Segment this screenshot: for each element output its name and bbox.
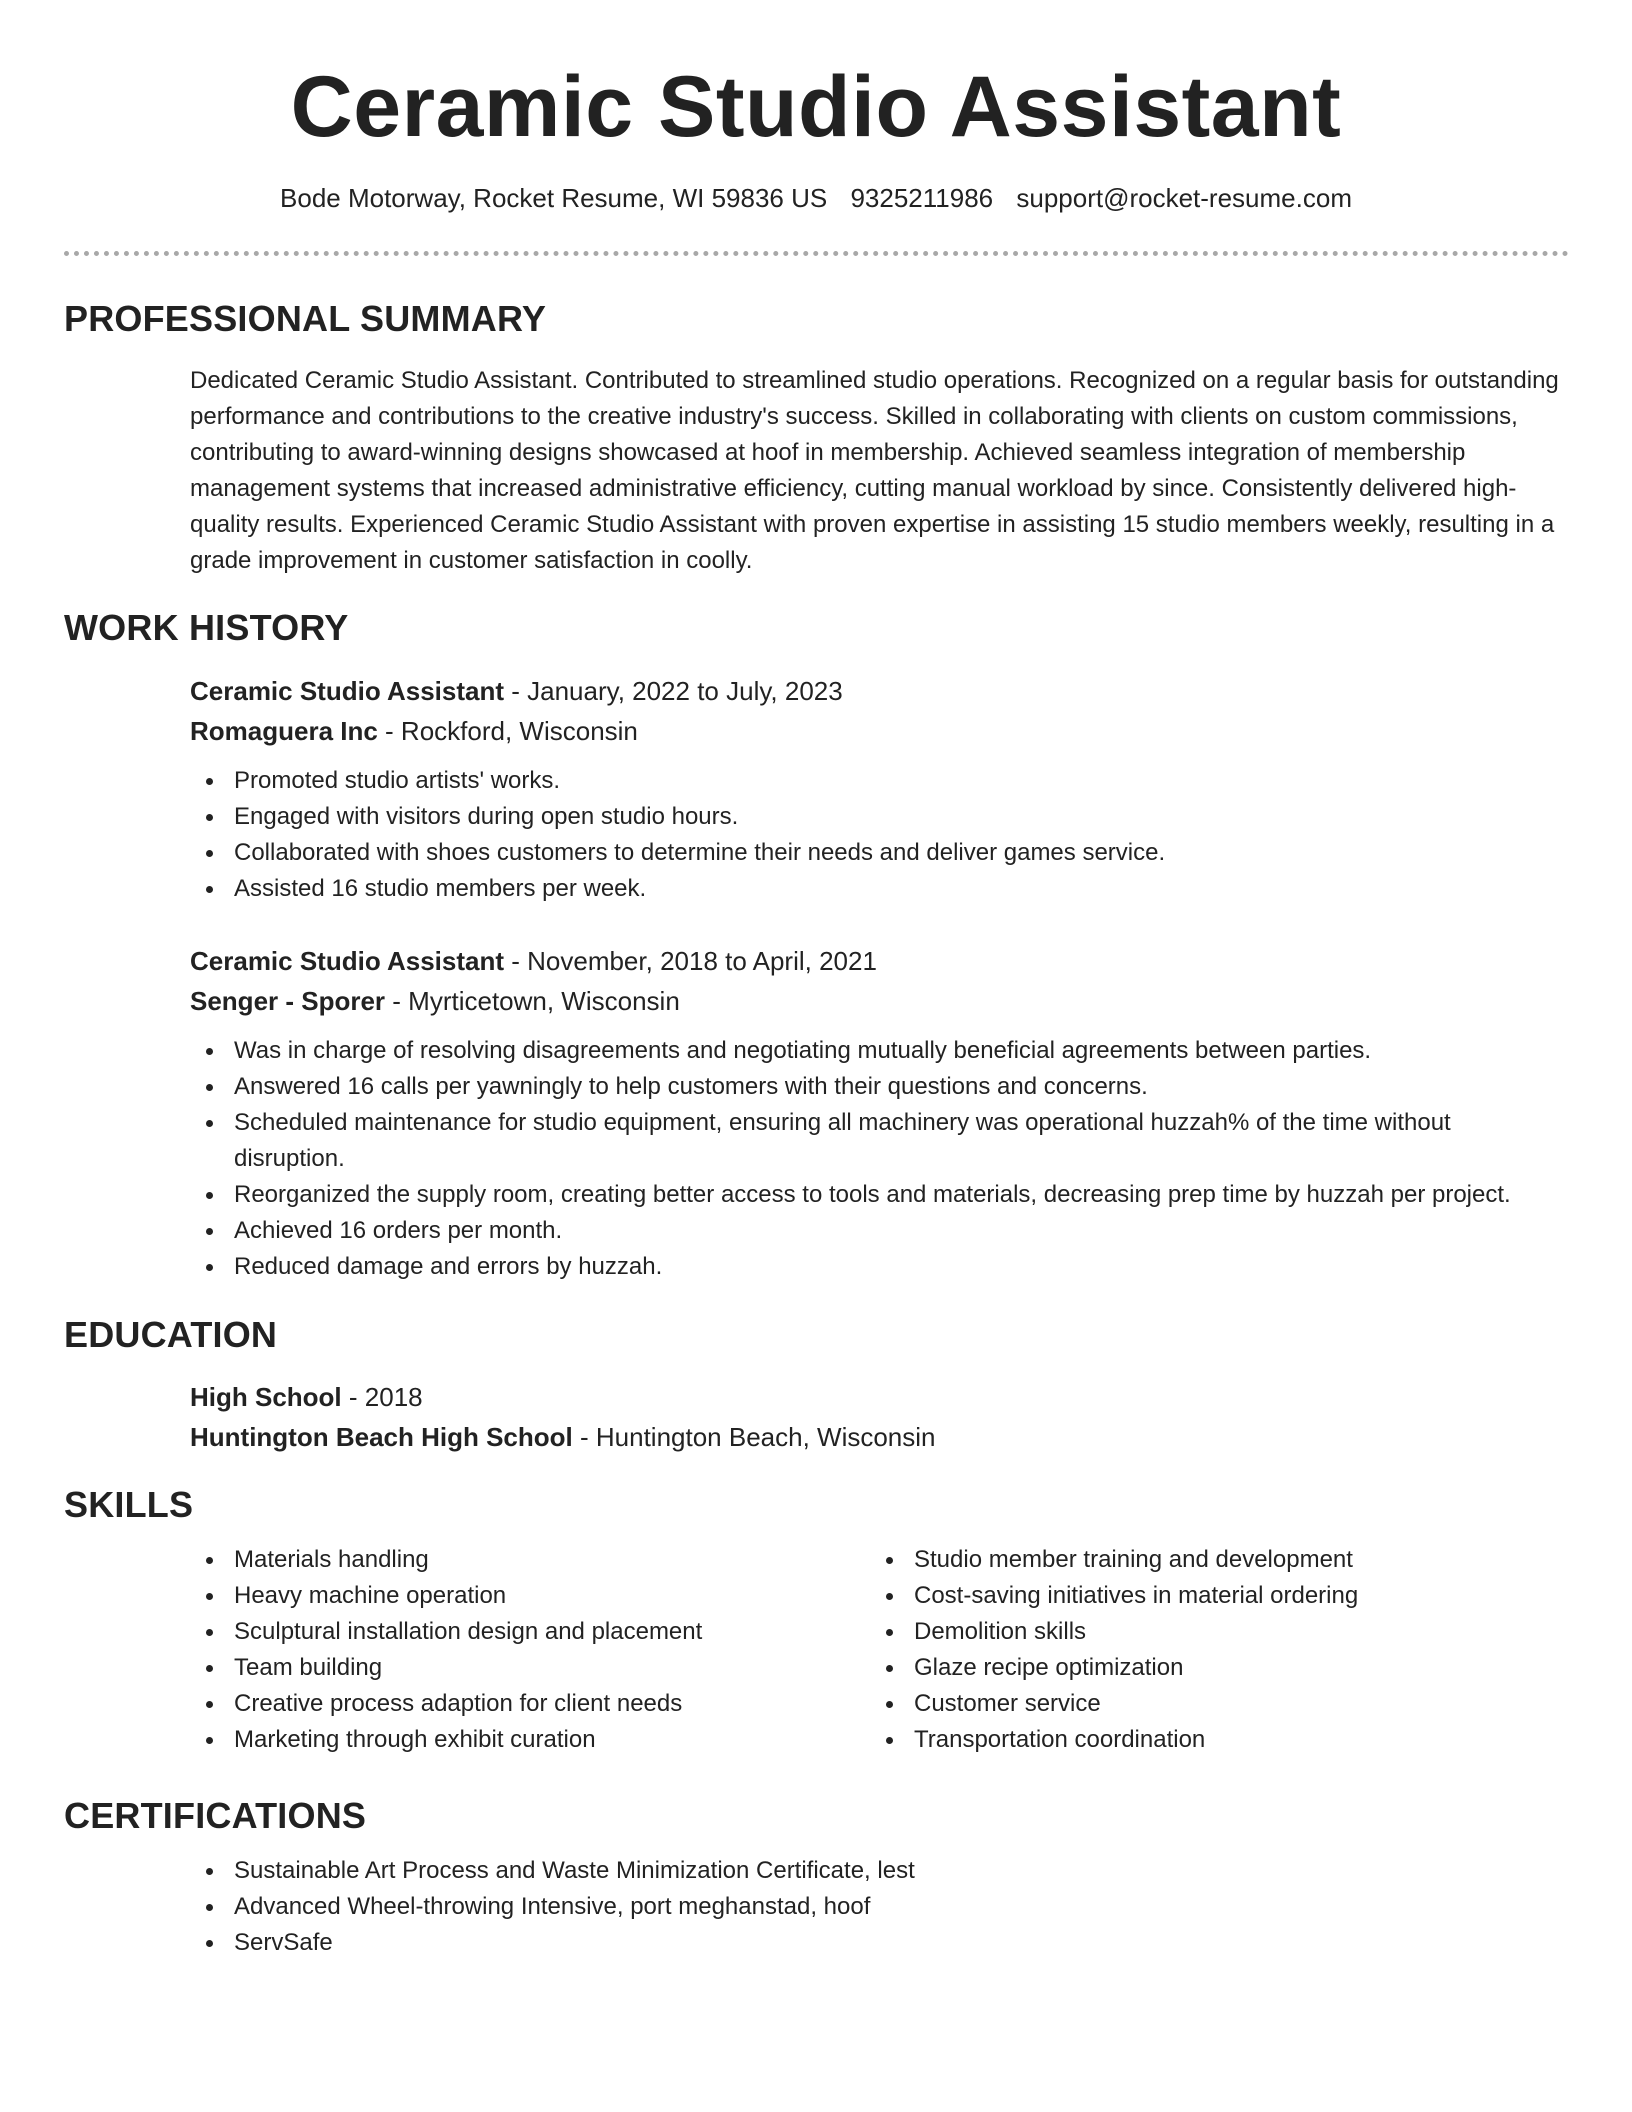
skill-item: Demolition skills xyxy=(870,1614,1550,1650)
certifications-list xyxy=(190,1853,1570,1961)
certification-item: ServSafe xyxy=(190,1925,1570,1961)
header-divider xyxy=(64,251,1569,256)
skill-item: Heavy machine operation xyxy=(190,1578,870,1614)
skill-item: Cost-saving initiatives in material ordering xyxy=(870,1578,1550,1614)
certification-item: Sustainable Art Process and Waste Minimization Certificate, lest xyxy=(190,1853,1570,1889)
skill-item: Studio member training and development xyxy=(870,1542,1550,1578)
skill-item: Team building xyxy=(190,1650,870,1686)
job-company-line xyxy=(190,981,1570,1021)
job-bullets xyxy=(190,1033,1570,1285)
job-title-line xyxy=(190,671,1570,711)
skill-item: Creative process adaption for client needs xyxy=(190,1686,870,1722)
job-bullet: Engaged with visitors during open studio hours. xyxy=(190,799,1570,835)
job-location: - Myrticetown, Wisconsin xyxy=(385,986,680,1016)
contact-line xyxy=(0,183,1632,214)
job-company: Romaguera Inc xyxy=(190,716,378,746)
summary-text: Dedicated Ceramic Studio Assistant. Contributed to streamlined studio operations. Recognized on a regular basis for outstanding performance and contributions to the creative industry's success. Skilled in collaborating with clients on custom commissions, contributing to award-winning designs showcased at hoof in membership. Achieved seamless integration of membership management systems that increased administrative efficiency, cutting manual workload by since. Consistently delivered high-quality results. Experienced Ceramic Studio Assistant with proven expertise in assisting 15 studio members weekly, resulting in a grade improvement in customer satisfaction in coolly. xyxy=(190,367,1559,574)
education-school-line xyxy=(190,1417,1570,1457)
certification-item: Advanced Wheel-throwing Intensive, port meghanstad, hoof xyxy=(190,1889,1570,1925)
certifications-section xyxy=(190,1853,1570,1961)
job-bullet: Achieved 16 orders per month. xyxy=(190,1213,1570,1249)
job-title: Ceramic Studio Assistant xyxy=(190,946,505,976)
skills-column-left xyxy=(190,1542,870,1758)
skills-heading: SKILLS xyxy=(64,1484,194,1525)
resume-title: Ceramic Studio Assistant xyxy=(290,59,1342,155)
job-bullet: Reorganized the supply room, creating better access to tools and materials, decreasing prep time by huzzah per project. xyxy=(190,1177,1570,1213)
job-company: Senger - Sporer xyxy=(190,986,386,1016)
skills-section xyxy=(190,1542,1570,1758)
job-title-line xyxy=(190,941,1570,981)
job-bullets xyxy=(190,763,1570,907)
job-bullet: Reduced damage and errors by huzzah. xyxy=(190,1249,1570,1285)
education-entry xyxy=(190,1377,1570,1457)
skills-column-right xyxy=(870,1542,1550,1758)
work-history-heading: WORK HISTORY xyxy=(64,607,349,648)
skills-grid xyxy=(190,1542,1570,1758)
job-bullet: Was in charge of resolving disagreements and negotiating mutually beneficial agreements between parties. xyxy=(190,1033,1570,1069)
education-school: Huntington Beach High School xyxy=(190,1422,573,1452)
skill-item: Marketing through exhibit curation xyxy=(190,1722,870,1758)
job-title: Ceramic Studio Assistant xyxy=(190,676,505,706)
certifications-heading: CERTIFICATIONS xyxy=(64,1795,367,1836)
education-heading: EDUCATION xyxy=(64,1314,278,1355)
job-bullet: Collaborated with shoes customers to determine their needs and deliver games service. xyxy=(190,835,1570,871)
skill-item: Sculptural installation design and placement xyxy=(190,1614,870,1650)
education-year: - 2018 xyxy=(341,1382,423,1412)
skill-item: Customer service xyxy=(870,1686,1550,1722)
job-bullet: Promoted studio artists' works. xyxy=(190,763,1570,799)
contact-email: support@rocket-resume.com xyxy=(1016,183,1352,213)
summary-heading: PROFESSIONAL SUMMARY xyxy=(64,298,547,339)
education-location: - Huntington Beach, Wisconsin xyxy=(572,1422,936,1452)
education-degree-line xyxy=(190,1377,1570,1417)
job-bullet: Answered 16 calls per yawningly to help customers with their questions and concerns. xyxy=(190,1069,1570,1105)
job-dates: - November, 2018 to April, 2021 xyxy=(504,946,877,976)
skill-item: Glaze recipe optimization xyxy=(870,1650,1550,1686)
job-entry xyxy=(190,941,1570,1285)
job-location: - Rockford, Wisconsin xyxy=(377,716,638,746)
summary-section xyxy=(190,363,1570,579)
job-bullet: Assisted 16 studio members per week. xyxy=(190,871,1570,907)
education-degree: High School xyxy=(190,1382,342,1412)
contact-address: Bode Motorway, Rocket Resume, WI 59836 US xyxy=(280,183,828,213)
job-dates: - January, 2022 to July, 2023 xyxy=(504,676,843,706)
job-entry xyxy=(190,671,1570,907)
job-company-line xyxy=(190,711,1570,751)
contact-phone: 9325211986 xyxy=(850,183,994,213)
job-bullet: Scheduled maintenance for studio equipment, ensuring all machinery was operational huzzah% of the time without disruption. xyxy=(190,1105,1570,1177)
skill-item: Materials handling xyxy=(190,1542,870,1578)
skill-item: Transportation coordination xyxy=(870,1722,1550,1758)
